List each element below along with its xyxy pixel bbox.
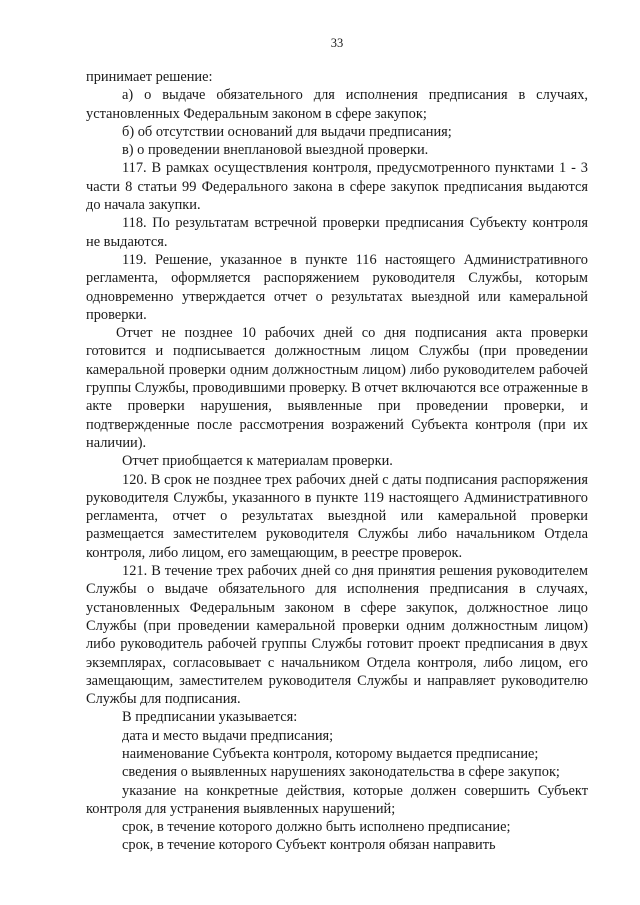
paragraph-item-b: б) об отсутствии оснований для выдачи предписания; [122,123,452,140]
paragraph-report: Отчет не позднее 10 рабочих дней со дня подписания акта проверки готовится и подписывается должностным лицом Службы (при проведении камеральной проверки одним должностным лицом) либо руководителем рабочей группы Службы, проводившими проверку. В отчет включаются все отраженные в акте проверки нарушения, выявленные при проведении проверки, и подтвержденные после рассмотрения возражений Субъекта контроля (при их наличии). [86,325,588,451]
paragraph-intro: принимает решение: [86,69,213,85]
list-item: срок, в течение которого Субъект контроля обязан направить [122,837,496,854]
paragraph-report-attached: Отчет приобщается к материалам проверки. [122,453,393,470]
list-item: указание на конкретные действия, которые должен совершить Субъект контроля для устранения выявленных нарушений; [86,782,588,817]
paragraph-117: 117. В рамках осуществления контроля, предусмотренного пунктами 1 - 3 части 8 статьи 99 Федерального закона в сфере закупок предписания выдаются до начала закупки. [86,160,588,214]
paragraph-prescription-contains: В предписании указывается: [122,709,298,726]
page-number: 33 [330,36,344,50]
list-item: срок, в течение которого должно быть исполнено предписание; [122,819,511,836]
paragraph-item-v: в) о проведении внеплановой выездной проверки. [122,142,429,159]
paragraph-118: 118. По результатам встречной проверки предписания Субъекту контроля не выдаются. [86,215,588,250]
paragraph-121: 121. В течение трех рабочих дней со дня принятия решения руководителем Службы о выдаче обязательного для исполнения предписания в случаях, установленных Федеральным законом в сфере закупок, должностное лицо Службы (при проведении камеральной проверки одним должностным лицом) либо руководитель рабочей группы Службы готовит проект предписания в двух экземплярах, согласовывает с начальником Отдела контроля, либо лицом, его замещающим, заместителем руководителя Службы и направляет руководителю Службы для подписания. [86,563,588,708]
list-item: дата и место выдачи предписания; [122,727,334,744]
list-item: наименование Субъекта контроля, которому выдается предписание; [122,745,539,762]
paragraph-119: 119. Решение, указанное в пункте 116 настоящего Административного регламента, оформляется распоряжением руководителя Службы, которым одновременно утверждается отчет о результатах выездной или камеральной проверки. [86,251,588,323]
document-body [86,68,588,855]
list-item: сведения о выявленных нарушениях законодательства в сфере закупок; [122,764,560,781]
paragraph-120: 120. В срок не позднее трех рабочих дней с даты подписания распоряжения руководителя Службы, указанного в пункте 119 настоящего Административного регламента, отчет о результатах выездной или камеральной проверки размещается заместителем руководителя Службы либо начальником Отдела контроля, либо лицом, его замещающим, в реестре проверок. [86,471,588,561]
paragraph-item-a: а) о выдаче обязательного для исполнения предписания в случаях, установленных Федеральным законом в сфере закупок; [86,87,588,122]
